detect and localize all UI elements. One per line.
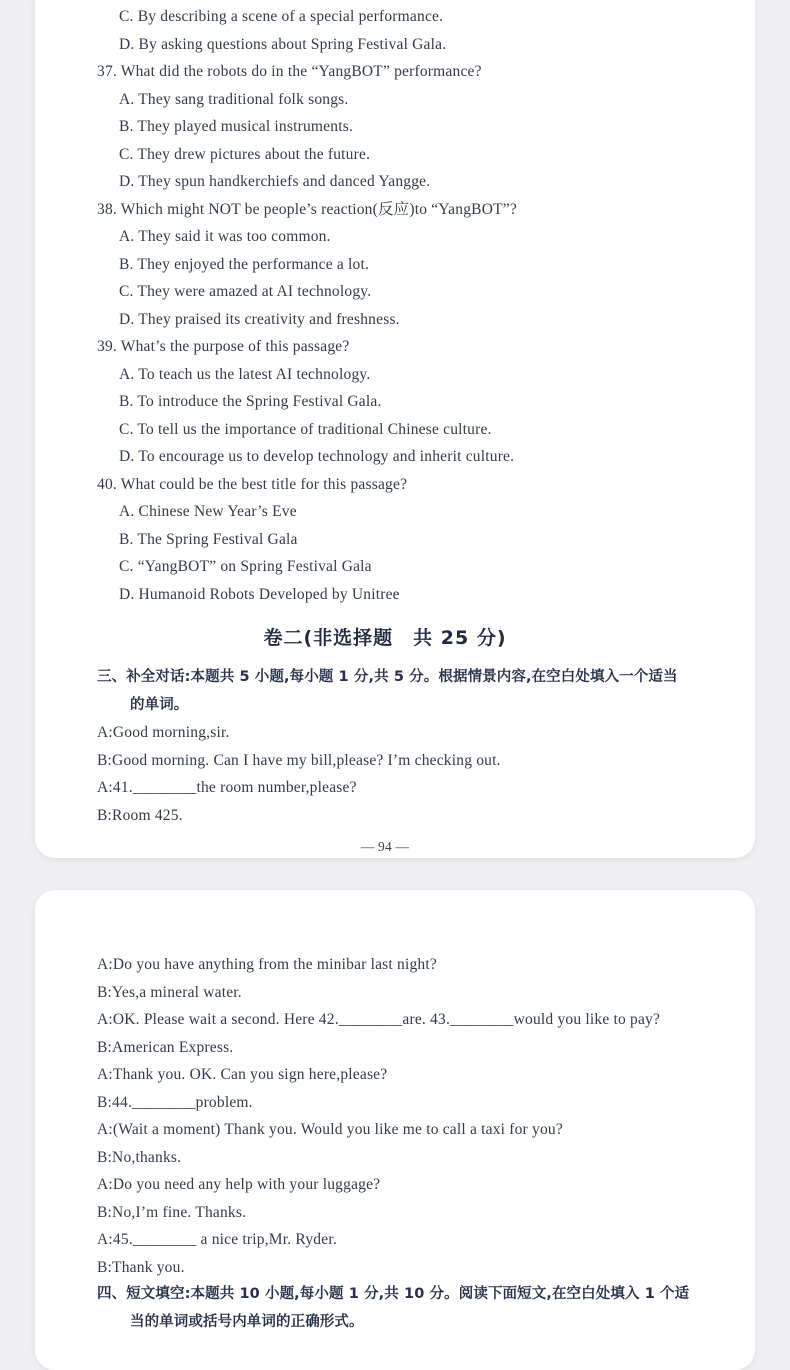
exam-page-1-content [35, 0, 755, 861]
dialogue-line: A:Thank you. OK. Can you sign here,please? [97, 1066, 388, 1083]
part-two-title: 卷二(非选择题 共 25 分) [263, 627, 507, 649]
page-number: — 94 — [360, 839, 410, 854]
exam-page-2 [35, 890, 755, 1370]
option-line: D. Humanoid Robots Developed by Unitree [119, 585, 400, 603]
dialogue-line: B:44.________problem. [97, 1093, 253, 1111]
option-line: B. They enjoyed the performance a lot. [119, 255, 370, 273]
dialogue-line: B:American Express. [97, 1038, 234, 1056]
option-line: A. Chinese New Year’s Eve [119, 503, 297, 520]
option-line: C. They were amazed at AI technology. [119, 283, 372, 300]
option-line: D. They praised its creativity and freshness. [119, 310, 400, 328]
dialogue-line: A:OK. Please wait a second. Here 42.________are. 43.________would you like to pay? [97, 1011, 661, 1028]
section-heading: 四、短文填空:本题共 10 小题,每小题 1 分,共 10 分。阅读下面短文,在空白处填入 1 个适 [97, 1286, 690, 1302]
dialogue-line: A:Do you have anything from the minibar last night? [97, 956, 437, 973]
option-line: A. To teach us the latest AI technology. [119, 365, 371, 383]
question-line: 39. What’s the purpose of this passage? [97, 338, 350, 355]
option-line: A. They sang traditional folk songs. [119, 90, 349, 108]
dialogue-line: B:Room 425. [97, 806, 183, 824]
option-line: D. By asking questions about Spring Festival Gala. [119, 35, 447, 53]
exam-page-2-content [35, 890, 755, 1336]
option-line: B. The Spring Festival Gala [119, 530, 298, 548]
option-line: A. They said it was too common. [119, 228, 331, 245]
option-line: B. To introduce the Spring Festival Gala. [119, 393, 382, 410]
exam-page-1 [35, 0, 755, 858]
dialogue-line: B:No,I’m fine. Thanks. [97, 1203, 247, 1221]
dialogue-line: B:Good morning. Can I have my bill,please? I’m checking out. [97, 751, 501, 769]
dialogue-line: A:Do you need any help with your luggage? [97, 1176, 381, 1193]
question-line: 37. What did the robots do in the “YangBOT” performance? [97, 63, 482, 80]
option-line: B. They played musical instruments. [119, 118, 354, 135]
dialogue-line: B:No,thanks. [97, 1148, 182, 1166]
section-heading-continued: 当的单词或括号内单词的正确形式。 [130, 1313, 364, 1330]
question-line: 38. Which might NOT be people’s reaction(反应)to “YangBOT”? [97, 200, 517, 218]
option-line: C. They drew pictures about the future. [119, 145, 371, 163]
option-line: C. “YangBOT” on Spring Festival Gala [119, 558, 372, 575]
dialogue-line: B:Yes,a mineral water. [97, 983, 242, 1001]
option-line: C. By describing a scene of a special performance. [119, 8, 444, 25]
section-heading-continued: 的单词。 [130, 696, 189, 713]
dialogue-line: A:41.________the room number,please? [97, 779, 357, 796]
dialogue-line: A:(Wait a moment) Thank you. Would you like me to call a taxi for you? [97, 1121, 563, 1138]
dialogue-line: A:45.________ a nice trip,Mr. Ryder. [97, 1231, 337, 1248]
section-heading: 三、补全对话:本题共 5 小题,每小题 1 分,共 5 分。根据情景内容,在空白处填入一个适当 [97, 669, 678, 685]
option-line: C. To tell us the importance of traditional Chinese culture. [119, 420, 492, 438]
dialogue-line: B:Thank you. [97, 1258, 185, 1276]
question-line: 40. What could be the best title for this passage? [97, 475, 408, 493]
option-line: D. To encourage us to develop technology and inherit culture. [119, 448, 515, 465]
dialogue-line: A:Good morning,sir. [97, 724, 230, 741]
option-line: D. They spun handkerchiefs and danced Yangge. [119, 173, 431, 190]
